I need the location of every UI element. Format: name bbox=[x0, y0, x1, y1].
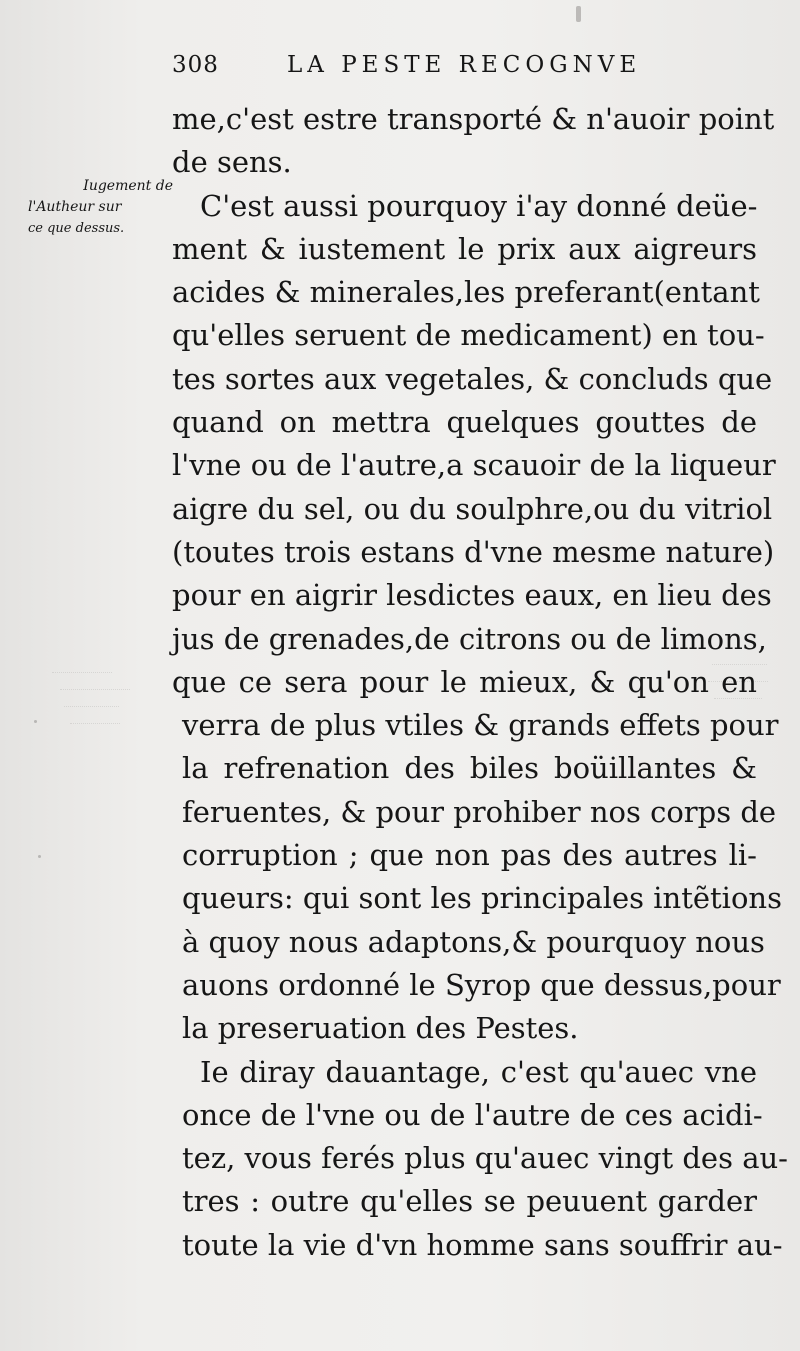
text-line: queurs: qui sont les principales intẽtions bbox=[182, 881, 782, 916]
text-line: quand on mettra quelques gouttes de bbox=[172, 405, 757, 440]
text-line: verra de plus vtiles & grands effets pour bbox=[182, 708, 779, 743]
text-line: me,c'est estre transporté & n'auoir point bbox=[172, 102, 775, 136]
text-line: à quoy nous adaptons,& pourquoy nous bbox=[182, 924, 765, 959]
text-line: tes sortes aux vegetales, & concluds que bbox=[172, 361, 773, 396]
page-number: 308 bbox=[172, 52, 219, 78]
text-line: corruption ; que non pas des autres li- bbox=[182, 838, 757, 873]
text-line: acides & minerales,les preferant(entant bbox=[172, 275, 760, 310]
text-line: la preseruation des Pestes. bbox=[182, 1011, 579, 1046]
text-line: de sens. bbox=[172, 145, 292, 180]
text-line: pour en aigrir lesdictes eaux, en lieu des bbox=[172, 578, 772, 613]
text-line: tres : outre qu'elles se peuuent garder bbox=[182, 1184, 757, 1219]
text-line: tez, vous ferés plus qu'auec vingt des au- bbox=[182, 1141, 788, 1176]
marginal-note-line: ce que dessus. bbox=[28, 221, 125, 236]
paragraph-start-line: Ie diray dauantage, c'est qu'auec vne bbox=[200, 1054, 757, 1089]
text-line: feruentes, & pour prohiber nos corps de bbox=[182, 794, 777, 829]
marginal-note-line: l'Autheur sur bbox=[28, 199, 122, 215]
text-line: l'vne ou de l'autre,a scauoir de la liqueur bbox=[172, 448, 776, 483]
bleed-through-text bbox=[30, 660, 140, 800]
text-line: auons ordonné le Syrop que dessus,pour bbox=[182, 967, 781, 1002]
text-line: que ce sera pour le mieux, & qu'on en bbox=[172, 664, 757, 699]
ink-speck bbox=[38, 855, 41, 858]
text-line: aigre du sel, ou du soulphre,ou du vitriol bbox=[172, 491, 773, 526]
text-line: qu'elles seruent de medicament) en tou- bbox=[172, 318, 765, 353]
marginal-note bbox=[28, 176, 173, 239]
text-line: ment & iustement le prix aux aigreurs bbox=[172, 231, 757, 266]
body-text bbox=[172, 98, 788, 1267]
ink-speck bbox=[576, 6, 581, 22]
text-line: jus de grenades,de citrons ou de limons, bbox=[172, 621, 767, 656]
marginal-note-line: Iugement de bbox=[83, 178, 173, 194]
running-header bbox=[172, 52, 772, 92]
text-line: la refrenation des biles boüillantes & bbox=[182, 751, 757, 786]
text-line: once de l'vne ou de l'autre de ces acidi- bbox=[182, 1097, 763, 1132]
text-line: (toutes trois estans d'vne mesme nature) bbox=[172, 534, 775, 569]
paragraph-start-line: C'est aussi pourquoy i'ay donné deüe- bbox=[200, 188, 758, 223]
text-line: toute la vie d'vn homme sans souffrir au- bbox=[182, 1227, 783, 1262]
running-title: LA PESTE RECOGNVE bbox=[287, 52, 642, 78]
ink-speck bbox=[34, 720, 37, 723]
